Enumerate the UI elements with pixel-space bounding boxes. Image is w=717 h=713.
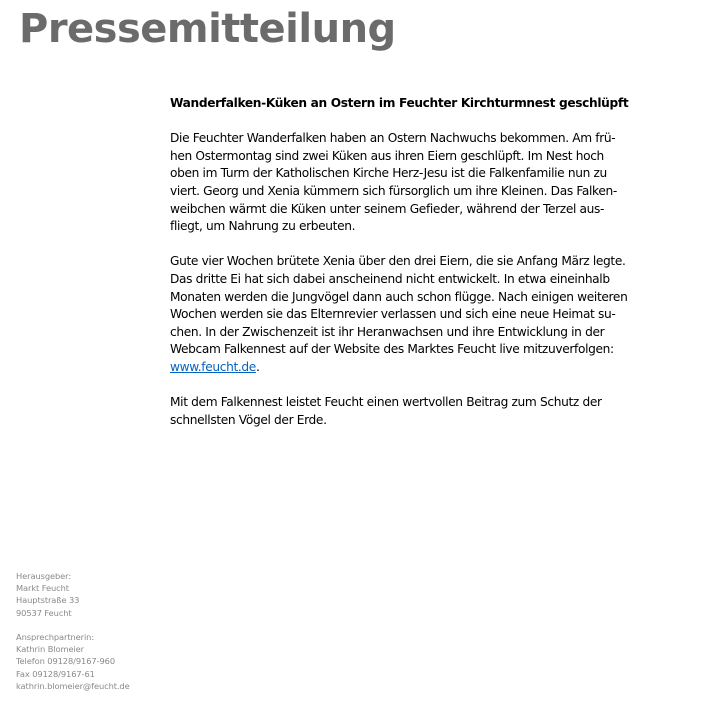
contact-email[interactable]: kathrin.blomeier@feucht.de (16, 680, 130, 691)
paragraph-3-line: schnellsten Vögel der Erde. (170, 412, 327, 427)
paragraph-1-line: weibchen wärmt die Küken unter seinem Gefieder, während der Terzel aus- (170, 201, 605, 216)
page-title: Pressemitteilung (19, 6, 396, 52)
publisher-street: Hauptstraße 33 (16, 595, 80, 606)
contact-name: Kathrin Blomeier (16, 644, 84, 655)
publisher-name: Markt Feucht (16, 583, 69, 594)
paragraph-2-line: Wochen werden sie das Elternrevier verlassen und sich eine neue Heimat su- (170, 307, 616, 322)
contact-fax: Fax 09128/9167-61 (16, 668, 95, 679)
paragraph-3-line: Mit dem Falkennest leistet Feucht einen wertvollen Beitrag zum Schutz der (170, 395, 602, 410)
article-headline: Wanderfalken-Küken an Ostern im Feuchter Kirchturmnest geschlüpft (170, 96, 629, 110)
paragraph-2-line: Webcam Falkennest auf der Website des Marktes Feucht live mitzuverfolgen: (170, 342, 614, 357)
paragraph-1-line: viert. Georg und Xenia kümmern sich fürsorglich um ihre Kleinen. Das Falken- (170, 183, 617, 198)
publisher-label: Herausgeber: (16, 571, 72, 581)
website-link[interactable]: www.feucht.de (170, 359, 256, 374)
paragraph-2-line: Das dritte Ei hat sich dabei anscheinend nicht entwickelt. In etwa eineinhalb (170, 271, 610, 286)
paragraph-2-line: Gute vier Wochen brütete Xenia über den drei Eiern, die sie Anfang März legte. (170, 254, 626, 269)
paragraph-2 (170, 253, 660, 376)
paragraph-1-line: hen Ostermontag sind zwei Küken aus ihren Eiern geschlüpft. Im Nest hoch (170, 148, 604, 163)
paragraph-1-line: oben im Turm der Katholischen Kirche Herz-Jesu ist die Falkenfamilie nun zu (170, 166, 607, 181)
contact-phone: Telefon 09128/9167-960 (16, 656, 115, 667)
footer-spacer (16, 619, 130, 631)
publisher-city: 90537 Feucht (16, 607, 72, 618)
paragraph-3 (170, 394, 660, 429)
website-link-line (170, 359, 660, 377)
paragraph-1 (170, 130, 660, 236)
paragraph-2-line: chen. In der Zwischenzeit ist ihr Heranwachsen und ihre Entwicklung in der (170, 324, 605, 339)
link-suffix: . (255, 359, 260, 374)
paragraph-1-line: Die Feuchter Wanderfalken haben an Ostern Nachwuchs bekommen. Am frü- (170, 131, 616, 146)
paragraph-2-line: Monaten werden die Jungvögel dann auch schon flügge. Nach einigen weiteren (170, 289, 628, 304)
footer-contact-info (16, 570, 130, 692)
paragraph-1-line: fliegt, um Nahrung zu erbeuten. (170, 219, 356, 234)
contact-label: Ansprechpartnerin: (16, 632, 95, 642)
press-release-body (170, 95, 660, 447)
